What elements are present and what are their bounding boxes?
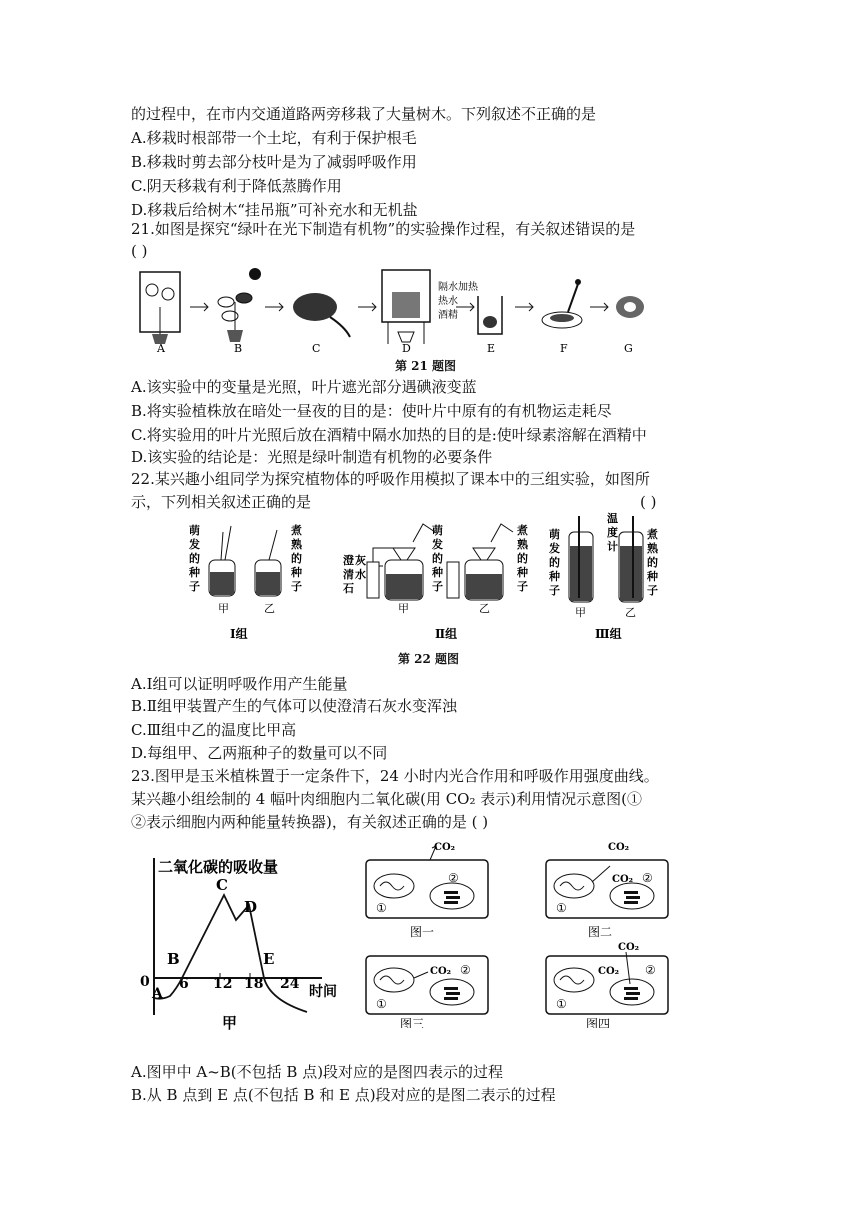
svg-text:萌: 萌 bbox=[189, 524, 200, 537]
step-label-d: D bbox=[402, 342, 411, 355]
step-label-g: G bbox=[624, 342, 633, 355]
graph-ylabel: 二氧化碳的吸收量 bbox=[158, 858, 279, 876]
q22-paren: ( ) bbox=[640, 493, 657, 511]
q23-stem-1: 23.图甲是玉米植株置于一定条件下，24 小时内光合作用和呼吸作用强度曲线。 bbox=[131, 767, 659, 785]
q22-stem-1: 22.某兴趣小组同学为探究植物体的呼吸作用模拟了课本中的三组实验，如图所 bbox=[131, 470, 650, 488]
svg-text:熟: 熟 bbox=[647, 542, 658, 555]
svg-text:煮: 煮 bbox=[291, 524, 302, 537]
cell-diagram-2-label: 图二 bbox=[588, 925, 613, 939]
group-2-apparatus bbox=[343, 523, 529, 641]
svg-text:B: B bbox=[167, 950, 180, 968]
annot-alcohol: 酒精 bbox=[438, 310, 458, 321]
q21-figure bbox=[130, 262, 670, 372]
graph-tick-18: 18 bbox=[244, 976, 264, 992]
group-2-yi: 乙 bbox=[479, 602, 490, 615]
q21-paren: ( ) bbox=[131, 242, 148, 260]
svg-text:熟: 熟 bbox=[517, 538, 528, 551]
q21-option-a: A.该实验中的变量是光照，叶片遮光部分遇碘液变蓝 bbox=[131, 378, 477, 396]
cell-diagram-3-label: 图三 bbox=[400, 1017, 425, 1028]
cell-diagram-1 bbox=[366, 842, 488, 939]
q22-option-c: C.Ⅲ组中乙的温度比甲高 bbox=[131, 721, 297, 739]
svg-text:①: ① bbox=[376, 997, 387, 1011]
graph-tick-6: 6 bbox=[179, 976, 189, 992]
step-label-c: C bbox=[312, 342, 321, 355]
group-2-label: Ⅱ组 bbox=[435, 627, 458, 641]
svg-text:澄: 澄 bbox=[343, 554, 354, 567]
q23-graph bbox=[132, 850, 357, 1035]
svg-text:计: 计 bbox=[607, 540, 618, 553]
svg-text:的: 的 bbox=[517, 552, 528, 565]
group-1-label: Ⅰ组 bbox=[230, 627, 248, 641]
step-e-beaker bbox=[478, 296, 502, 334]
svg-text:度: 度 bbox=[607, 526, 618, 539]
q21-option-c: C.将实验用的叶片光照后放在酒精中隔水加热的目的是:使叶绿素溶解在酒精中 bbox=[131, 426, 647, 444]
cell-diagram-4-label: 图四 bbox=[586, 1017, 611, 1028]
svg-text:发: 发 bbox=[549, 542, 560, 555]
q21-option-d: D.该实验的结论是：光照是绿叶制造有机物的必要条件 bbox=[131, 448, 493, 466]
q23-option-a: A.图甲中 A~B(不包括 B 点)段对应的是图四表示的过程 bbox=[131, 1063, 504, 1081]
svg-text:②: ② bbox=[448, 871, 459, 885]
graph-tick-12: 12 bbox=[213, 976, 233, 992]
svg-text:萌: 萌 bbox=[549, 528, 560, 541]
annot-hot-water: 热水 bbox=[438, 296, 458, 307]
svg-text:种: 种 bbox=[549, 570, 560, 583]
q23-cell-diagrams bbox=[360, 838, 680, 1028]
svg-text:灰: 灰 bbox=[355, 554, 366, 567]
q22-option-a: A.Ⅰ组可以证明呼吸作用产生能量 bbox=[131, 675, 348, 693]
svg-text:种: 种 bbox=[517, 566, 528, 579]
group-3-jia: 甲 bbox=[575, 606, 586, 619]
q20-option-b: B.移栽时剪去部分枝叶是为了减弱呼吸作用 bbox=[131, 153, 417, 171]
q22-option-b: B.Ⅱ组甲装置产生的气体可以使澄清石灰水变浑浊 bbox=[131, 697, 457, 715]
step-label-a: A bbox=[157, 342, 165, 355]
svg-text:CO₂: CO₂ bbox=[434, 842, 456, 853]
svg-text:E: E bbox=[263, 950, 275, 968]
graph-name: 甲 bbox=[222, 1014, 238, 1032]
cell-diagram-4 bbox=[546, 942, 668, 1028]
q23-stem-3: ②表示细胞内两种能量转换器)，有关叙述正确的是 ( ) bbox=[131, 813, 489, 831]
cell-diagram-2 bbox=[546, 842, 668, 939]
svg-text:CO₂: CO₂ bbox=[598, 966, 620, 977]
svg-text:萌: 萌 bbox=[432, 524, 443, 537]
svg-text:煮: 煮 bbox=[647, 528, 658, 541]
q22-option-d: D.每组甲、乙两瓶种子的数量可以不同 bbox=[131, 744, 388, 762]
step-c-pick-leaf bbox=[293, 293, 350, 337]
cell-diagram-3 bbox=[366, 956, 488, 1028]
svg-text:D: D bbox=[244, 898, 258, 916]
group-1-jia: 甲 bbox=[218, 602, 229, 615]
svg-text:②: ② bbox=[460, 963, 471, 977]
svg-text:种: 种 bbox=[189, 566, 200, 579]
step-label-f: F bbox=[560, 342, 568, 355]
svg-text:的: 的 bbox=[291, 552, 302, 565]
svg-text:的: 的 bbox=[432, 552, 443, 565]
svg-text:②: ② bbox=[645, 963, 656, 977]
q23-option-b: B.从 B 点到 E 点(不包括 B 和 E 点)段对应的是图二表示的过程 bbox=[131, 1086, 556, 1104]
svg-text:①: ① bbox=[556, 901, 567, 915]
svg-text:种: 种 bbox=[647, 570, 658, 583]
group-3-apparatus bbox=[548, 512, 659, 641]
q22-stem-2: 示，下列相关叙述正确的是 bbox=[131, 493, 312, 511]
svg-text:②: ② bbox=[642, 871, 653, 885]
svg-text:CO₂: CO₂ bbox=[608, 842, 630, 853]
graph-xlabel: 时间 bbox=[309, 984, 337, 1000]
graph-origin: 0 bbox=[140, 974, 150, 990]
svg-text:子: 子 bbox=[647, 584, 658, 597]
group-2-jia: 甲 bbox=[398, 602, 409, 615]
group-1-apparatus bbox=[188, 523, 303, 641]
step-label-b: B bbox=[234, 342, 243, 355]
svg-text:①: ① bbox=[556, 997, 567, 1011]
q21-stem: 21.如图是探究“绿叶在光下制造有机物”的实验操作过程，有关叙述错误的是 bbox=[131, 220, 636, 238]
svg-text:清: 清 bbox=[343, 568, 354, 581]
svg-text:CO₂: CO₂ bbox=[430, 966, 452, 977]
svg-text:CO₂: CO₂ bbox=[612, 874, 634, 885]
graph-tick-24: 24 bbox=[280, 976, 300, 992]
svg-text:A: A bbox=[152, 986, 163, 1002]
svg-text:子: 子 bbox=[432, 580, 443, 593]
svg-text:熟: 熟 bbox=[291, 538, 302, 551]
step-a-dark-box bbox=[140, 272, 180, 344]
q21-caption: 第 21 题图 bbox=[395, 359, 457, 373]
svg-text:的: 的 bbox=[647, 556, 658, 569]
group-3-label: Ⅲ组 bbox=[595, 627, 622, 641]
step-label-e: E bbox=[487, 342, 496, 355]
svg-text:子: 子 bbox=[291, 580, 302, 593]
annot-heat: 隔水加热 bbox=[438, 282, 478, 293]
q20-stem: 的过程中，在市内交通道路两旁移栽了大量树木。下列叙述不正确的是 bbox=[131, 105, 597, 123]
group-1-yi: 乙 bbox=[264, 602, 275, 615]
svg-text:CO₂: CO₂ bbox=[618, 942, 640, 953]
svg-text:种: 种 bbox=[432, 566, 443, 579]
svg-text:水: 水 bbox=[355, 568, 366, 581]
q20-option-c: C.阴天移栽有利于降低蒸腾作用 bbox=[131, 177, 342, 195]
svg-text:煮: 煮 bbox=[517, 524, 528, 537]
step-g-stained-leaf bbox=[616, 296, 644, 318]
svg-text:子: 子 bbox=[517, 580, 528, 593]
svg-text:的: 的 bbox=[549, 556, 560, 569]
svg-text:发: 发 bbox=[189, 538, 200, 551]
group-3-yi: 乙 bbox=[625, 606, 636, 619]
cell-diagram-1-label: 图一 bbox=[410, 925, 435, 939]
q22-figure bbox=[185, 512, 675, 647]
q20-option-d: D.移栽后给树木“挂吊瓶”可补充水和无机盐 bbox=[131, 201, 418, 219]
svg-text:石: 石 bbox=[343, 582, 354, 595]
svg-text:种: 种 bbox=[291, 566, 302, 579]
svg-text:子: 子 bbox=[189, 580, 200, 593]
svg-text:①: ① bbox=[376, 901, 387, 915]
q22-caption: 第 22 题图 bbox=[398, 652, 460, 666]
svg-text:温: 温 bbox=[607, 512, 618, 525]
svg-text:的: 的 bbox=[189, 552, 200, 565]
step-b-sunlight-plant bbox=[218, 268, 261, 342]
svg-text:C: C bbox=[216, 876, 228, 894]
q21-option-b: B.将实验植株放在暗处一昼夜的目的是：使叶片中原有的有机物运走耗尽 bbox=[131, 402, 612, 420]
q20-option-a: A.移栽时根部带一个土坨，有利于保护根毛 bbox=[131, 129, 417, 147]
q23-stem-2: 某兴趣小组绘制的 4 幅叶肉细胞内二氧化碳(用 CO₂ 表示)利用情况示意图(① bbox=[131, 790, 642, 808]
svg-text:子: 子 bbox=[549, 584, 560, 597]
step-f-iodine-drop bbox=[542, 279, 582, 328]
svg-text:发: 发 bbox=[432, 538, 443, 551]
